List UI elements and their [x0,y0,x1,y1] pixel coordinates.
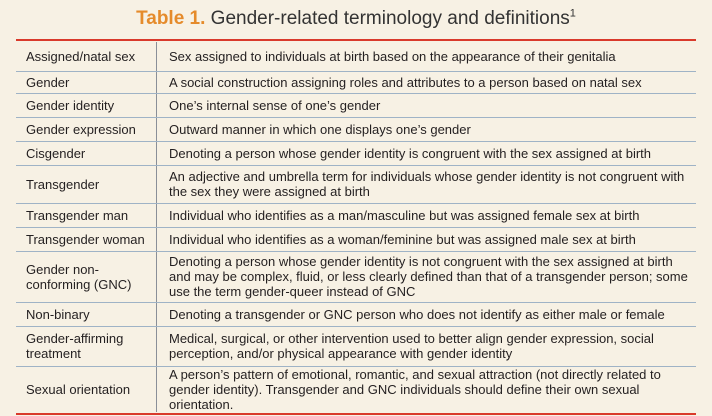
term-cell: Non-binary [16,302,157,326]
term-cell: Cisgender [16,141,157,165]
definition-cell: Outward manner in which one displays one’s gender [157,117,697,141]
definition-cell: Individual who identifies as a woman/feminine but was assigned male sex at birth [157,227,697,251]
term-cell: Transgender man [16,203,157,227]
footnote-reference: 1 [569,7,576,20]
term-cell: Gender expression [16,117,157,141]
top-rule [16,39,696,41]
table-row [16,141,696,165]
table-row [16,366,696,412]
table-row [16,326,696,366]
table-row [16,71,696,93]
table-title-text: Gender-related terminology and definitions [205,8,570,29]
table-row [16,302,696,326]
table-row [16,227,696,251]
term-cell: Transgender woman [16,227,157,251]
definition-cell: One’s internal sense of one’s gender [157,93,697,117]
table-row [16,93,696,117]
term-cell: Assigned/natal sex [16,42,157,71]
table-row [16,251,696,302]
definition-cell: Denoting a transgender or GNC person who does not identify as either male or female [157,302,697,326]
definition-cell: Denoting a person whose gender identity is not congruent with the sex assigned at birth and may be complex, fluid, or less clearly defined than that of a transgender person; some use the term gender-queer instead of GNC [157,251,697,302]
term-cell: Gender [16,71,157,93]
table-row [16,203,696,227]
definition-cell: Sex assigned to individuals at birth based on the appearance of their genitalia [157,42,697,71]
bottom-rule [16,413,696,415]
definition-cell: Medical, surgical, or other intervention used to better align gender expression, social perception, and/or physical appearance with gender identity [157,326,697,366]
table-title [0,4,712,34]
table-row [16,165,696,203]
terminology-table [16,42,696,412]
term-cell: Gender non-conforming (GNC) [16,251,157,302]
definition-cell: A social construction assigning roles and attributes to a person based on natal sex [157,71,697,93]
definition-cell: An adjective and umbrella term for individuals whose gender identity is not congruent with the sex they were assigned at birth [157,165,697,203]
table-label: Table 1. [136,8,206,29]
table-row [16,117,696,141]
definition-cell: A person’s pattern of emotional, romantic, and sexual attraction (not directly related to gender identity). Transgender and GNC individuals should define their own sexual orientation. [157,366,697,412]
term-cell: Transgender [16,165,157,203]
definition-cell: Individual who identifies as a man/masculine but was assigned female sex at birth [157,203,697,227]
term-cell: Gender identity [16,93,157,117]
definition-cell: Denoting a person whose gender identity is congruent with the sex assigned at birth [157,141,697,165]
term-cell: Sexual orientation [26,381,131,397]
term-cell: Gender-affirming treatment [16,326,157,366]
table-row [16,42,696,71]
